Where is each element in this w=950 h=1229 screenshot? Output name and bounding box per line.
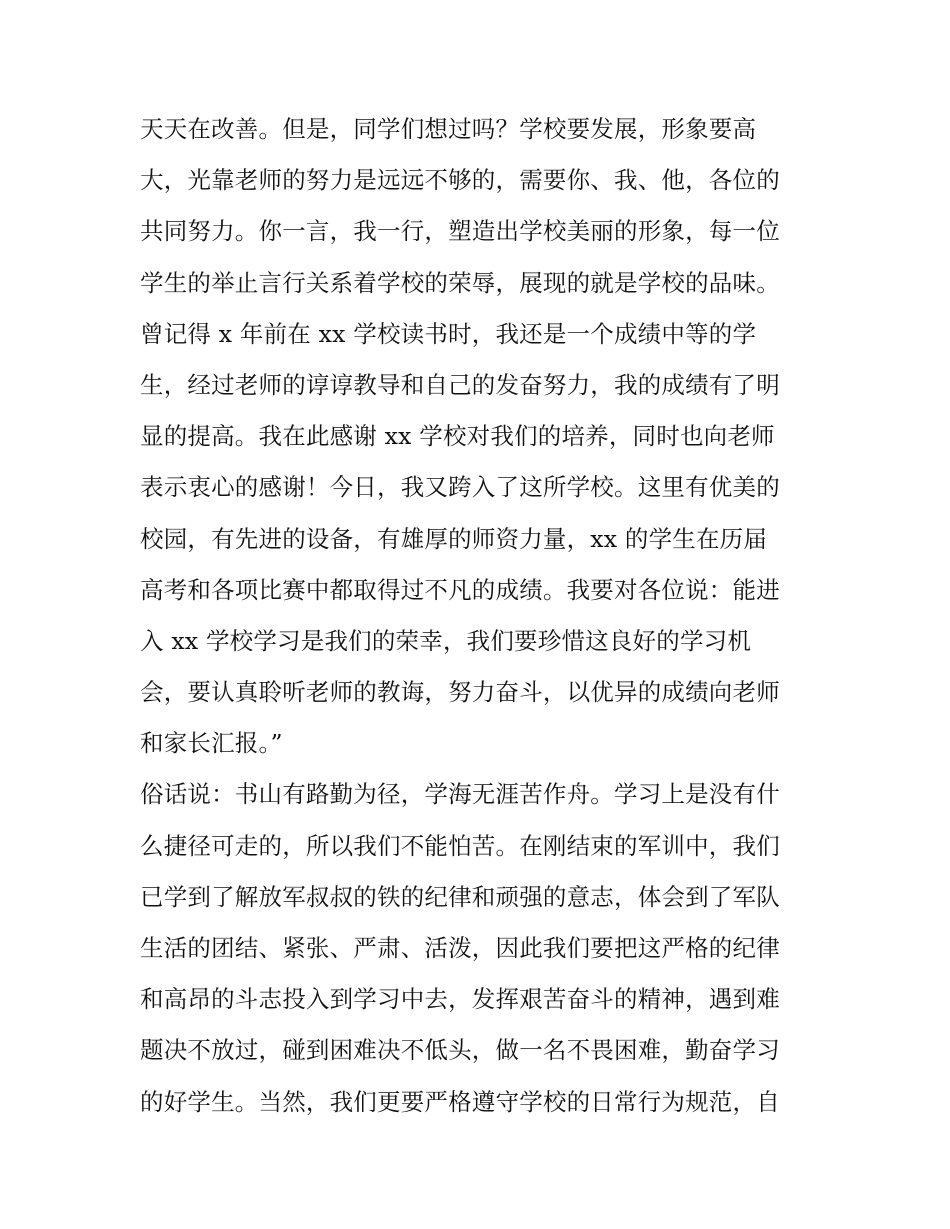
text-line: 天天在改善。但是，同学们想过吗？学校要发展，形象要高 [140,115,757,143]
text-line: 已学到了解放军叔叔的铁的纪律和顽强的意志，体会到了军队 [140,882,780,911]
text-line: 题决不放过，碰到困难决不低头，做一名不畏困难，勤奋学习 [140,1036,780,1065]
text-line: 和高昂的斗志投入到学习中去，发挥艰苦奋斗的精神，遇到难 [140,985,780,1014]
text-line: 表示衷心的感谢！今日，我又跨入了这所学校。这里有优美的 [140,473,780,502]
text-line: 的好学生。当然，我们更要严格遵守学校的日常行为规范，自 [140,1087,780,1116]
text-line: 大，光靠老师的努力是远远不够的，需要你、我、他，各位的 [140,166,780,195]
text-line: 学生的举止言行关系着学校的荣辱，展现的就是学校的品味。 [140,268,780,297]
text-line: 会，要认真聆听老师的教诲，努力奋斗，以优异的成绩向老师 [140,678,780,707]
text-line: 校园，有先进的设备，有雄厚的师资力量，xx 的学生在历届 [140,524,768,553]
text-line: 共同努力。你一言，我一行，塑造出学校美丽的形象，每一位 [140,217,780,246]
text-line: 显的提高。我在此感谢 xx 学校对我们的培养，同时也向老师 [140,422,775,451]
document-body-text [140,104,820,1128]
text-line: 生活的团结、紧张、严肃、活泼，因此我们要把这严格的纪律 [140,934,780,962]
text-line: 入 xx 学校学习是我们的荣幸，我们要珍惜这良好的学习机 [140,626,752,655]
text-line: 高考和各项比赛中都取得过不凡的成绩。我要对各位说：能进 [140,575,780,604]
text-line: 么捷径可走的，所以我们不能怕苦。在刚结束的军训中，我们 [140,831,780,860]
text-line: 俗话说：书山有路勤为径，学海无涯苦作舟。学习上是没有什 [140,780,780,809]
text-line: 曾记得 x 年前在 xx 学校读书时，我还是一个成绩中等的学 [140,319,757,348]
text-line: 生，经过老师的谆谆教导和自己的发奋努力，我的成绩有了明 [140,370,780,399]
text-line: 和家长汇报。” [140,729,283,758]
